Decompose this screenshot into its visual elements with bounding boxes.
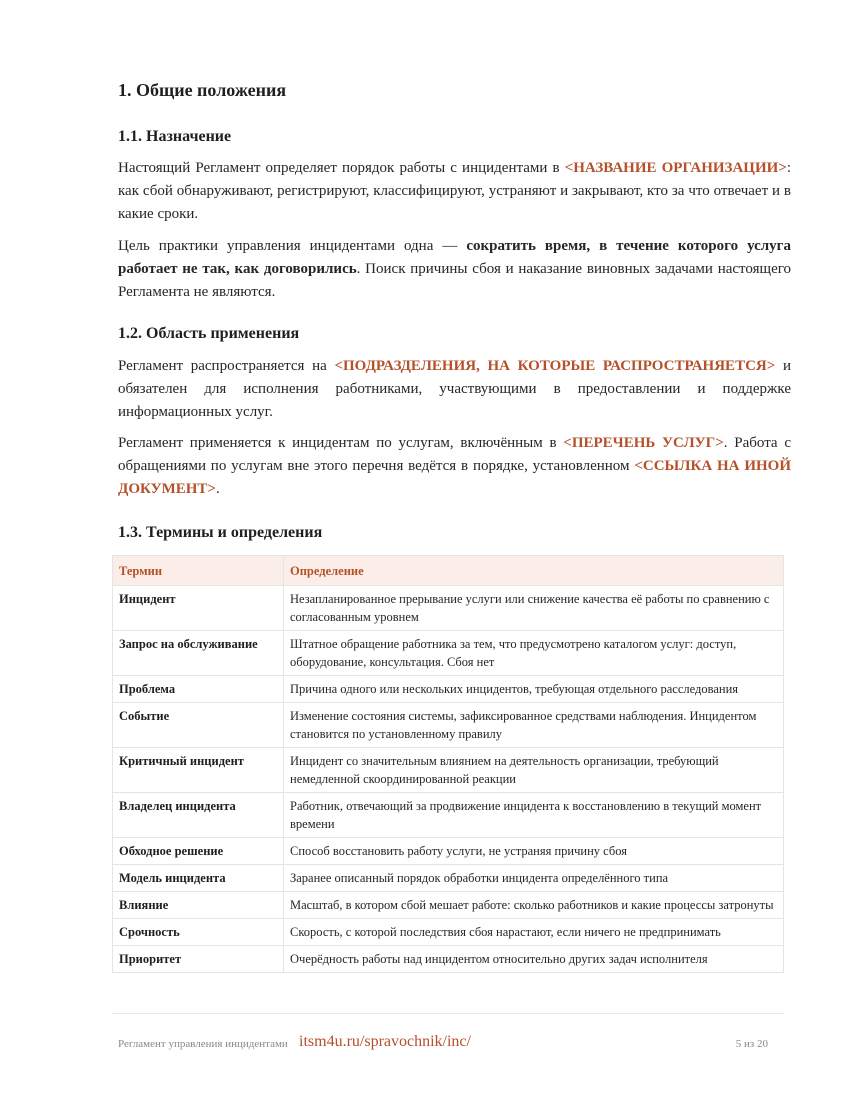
definition-cell: Причина одного или нескольких инцидентов, требующая отдельного расследования [284, 676, 784, 703]
term-cell: Проблема [113, 676, 284, 703]
column-header-definition: Определение [284, 556, 784, 586]
table-row [113, 676, 784, 703]
table-row [113, 892, 784, 919]
table-row [113, 793, 784, 838]
term-cell: Обходное решение [113, 838, 284, 865]
term-cell: Приоритет [113, 946, 284, 973]
table-row [113, 865, 784, 892]
definition-cell: Незапланированное прерывание услуги или снижение качества её работы по сравнению с согласованным уровнем [284, 586, 784, 631]
definition-cell: Очерёдность работы над инцидентом относительно других задач исполнителя [284, 946, 784, 973]
text-run: . Работа с обращениями по услугам вне этого перечня ведётся в порядке, установленном [118, 435, 791, 474]
table-row [113, 586, 784, 631]
text-run: Регламент распространяется на [118, 358, 335, 374]
placeholder-other-document: <ССЫЛКА НА ИНОЙ ДОКУМЕНТ> [118, 458, 791, 497]
footer-divider [112, 1013, 784, 1014]
placeholder-service-list: <ПЕРЕЧЕНЬ УСЛУГ> [563, 435, 724, 451]
definition-cell: Заранее описанный порядок обработки инцидента определённого типа [284, 865, 784, 892]
table-header-row [113, 556, 784, 586]
term-cell: Влияние [113, 892, 284, 919]
paragraph-goal [118, 235, 791, 304]
term-cell: Владелец инцидента [113, 793, 284, 838]
placeholder-organization: <НАЗВАНИЕ ОРГАНИЗАЦИИ> [564, 160, 787, 176]
text-run: . Поиск причины сбоя и наказание виновных задачами настоящего Регламента не являются. [118, 261, 792, 300]
table-row [113, 703, 784, 748]
term-cell: Срочность [113, 919, 284, 946]
footer-document-title: Регламент управления инцидентами [118, 1038, 288, 1050]
definition-cell: Изменение состояния системы, зафиксированное средствами наблюдения. Инцидентом становится по установленному правилу [284, 703, 784, 748]
table-row [113, 919, 784, 946]
subsection-title-scope: 1.2. Область применения [118, 325, 300, 342]
page-number: 5 из 20 [735, 1038, 768, 1050]
section-title: 1. Общие положения [118, 80, 287, 100]
definition-cell: Работник, отвечающий за продвижение инцидента к восстановлению в текущий момент времени [284, 793, 784, 838]
page-footer [118, 1033, 768, 1053]
terms-table [112, 555, 784, 973]
definition-cell: Штатное обращение работника за тем, что предусмотрено каталогом услуг: доступ, оборудование, консультация. Сбоя нет [284, 631, 784, 676]
text-run: Настоящий Регламент определяет порядок работы с инцидентами в [118, 160, 565, 176]
definition-cell: Масштаб, в котором сбой мешает работе: сколько работников и какие процессы затронуты [284, 892, 784, 919]
text-run: и обязателен для исполнения работниками, участвующими в предоставлении и поддержке информационных услуг. [118, 358, 792, 420]
paragraph-applicability [118, 432, 791, 501]
table-row [113, 748, 784, 793]
term-cell: Событие [113, 703, 284, 748]
term-cell: Модель инцидента [113, 865, 284, 892]
definition-cell: Способ восстановить работу услуги, не устраняя причину сбоя [284, 838, 784, 865]
paragraph-scope [118, 355, 791, 424]
term-cell: Критичный инцидент [113, 748, 284, 793]
paragraph-purpose [118, 157, 791, 226]
table-row [113, 838, 784, 865]
subsection-title-terms: 1.3. Термины и определения [118, 524, 323, 541]
table-row [113, 946, 784, 973]
text-run: : как сбой обнаруживают, регистрируют, классифицируют, устраняют и закрывают, кто за что отвечает и в какие сроки. [118, 160, 791, 222]
placeholder-departments: <ПОДРАЗДЕЛЕНИЯ, НА КОТОРЫЕ РАСПРОСТРАНЯЕТСЯ> [334, 358, 776, 374]
term-cell: Запрос на обслуживание [113, 631, 284, 676]
footer-link[interactable]: itsm4u.ru/spravochnik/inc/ [299, 1033, 471, 1050]
column-header-term: Термин [113, 556, 284, 586]
table-row [113, 631, 784, 676]
text-run: Цель практики управления инцидентами одна — [118, 238, 467, 254]
definition-cell: Скорость, с которой последствия сбоя нарастают, если ничего не предпринимать [284, 919, 784, 946]
term-cell: Инцидент [113, 586, 284, 631]
text-run: . [215, 481, 220, 497]
text-run: Регламент применяется к инцидентам по услугам, включённым в [118, 435, 564, 451]
subsection-title-purpose: 1.1. Назначение [118, 128, 232, 145]
bold-text: сократить время, в течение которого услуга работает не так, как договорились [118, 238, 791, 277]
definition-cell: Инцидент со значительным влиянием на деятельность организации, требующий немедленной скоординированной реакции [284, 748, 784, 793]
